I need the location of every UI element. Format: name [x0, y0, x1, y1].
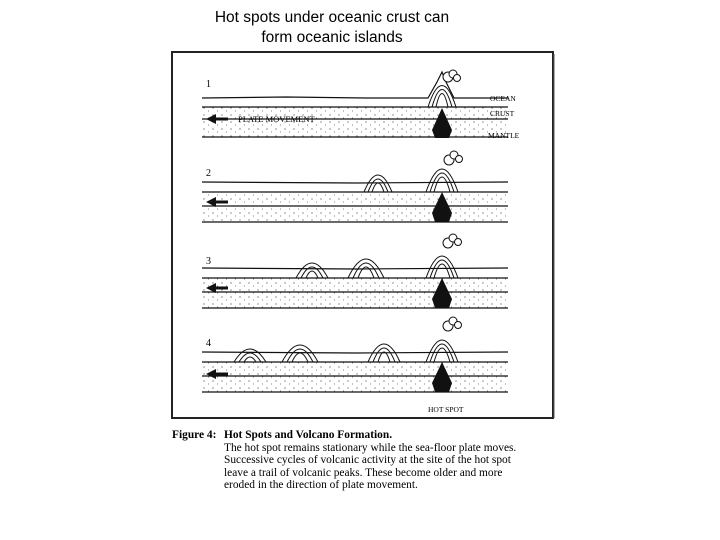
caption-heading-row: [172, 429, 562, 442]
plate-movement-label: PLATE MOVEMENT: [238, 114, 315, 124]
crust-label: CRUST: [490, 109, 515, 118]
caption-line-1: The hot spot remains stationary while the sea-floor plate moves.: [224, 441, 517, 454]
mantle-label: MANTLE: [488, 131, 520, 140]
caption-heading: Hot Spots and Volcano Formation.: [224, 429, 393, 441]
figure-label: Figure 4:: [172, 429, 217, 441]
slide-title-line-1: Hot spots under oceanic crust can: [214, 9, 450, 26]
figure-caption: [172, 429, 562, 492]
stage-number-4: 4: [206, 338, 211, 349]
caption-body: [224, 442, 562, 492]
stage-number-1: 1: [206, 79, 211, 90]
ocean-label: OCEAN: [490, 94, 516, 103]
caption-line-2: Successive cycles of volcanic activity at the site of the hot spot: [224, 454, 511, 467]
caption-line-3: leave a trail of volcanic peaks. These become older and more: [224, 466, 503, 479]
hot-spot-label: HOT SPOT: [428, 405, 464, 414]
stage-number-3: 3: [206, 256, 211, 267]
slide-title: [0, 8, 664, 48]
stage-number-2: 2: [206, 168, 211, 179]
slide-title-line-2: form oceanic islands: [261, 29, 403, 46]
caption-line-4: eroded in the direction of plate movement.: [224, 479, 418, 492]
